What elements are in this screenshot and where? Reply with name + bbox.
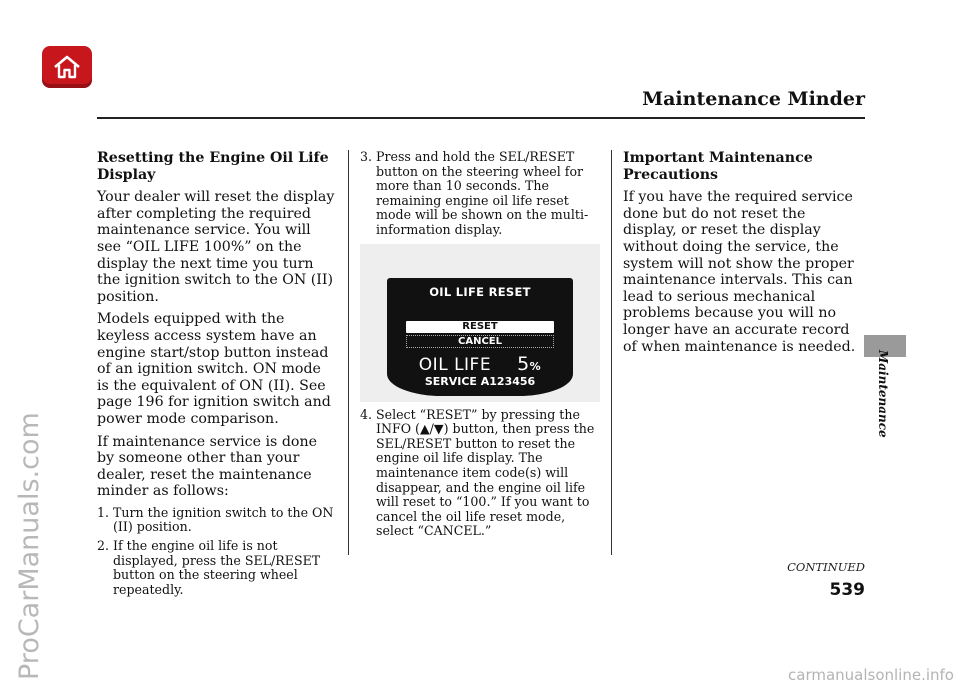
paragraph: Models equipped with the keyless access system have an engine start/stop button instead of an ignition switch. ON mode is the equivalent of ON (II). See page 196 for ignition switch and power mode comparison. [97, 311, 331, 427]
paragraph: If maintenance service is done by someone other than your dealer, reset the maintenance minder as follows: [97, 433, 317, 500]
display-illustration [360, 244, 600, 402]
section-heading-reset: Resetting the Engine Oil Life Display [97, 150, 329, 183]
display-title: OIL LIFE RESET [429, 284, 531, 299]
list-item [360, 408, 602, 539]
column-divider [611, 150, 612, 555]
steps-list [360, 150, 602, 238]
page-number: 539 [829, 580, 865, 600]
column-1 [97, 150, 337, 601]
oil-life-readout [387, 353, 573, 376]
step-text: Turn the ignition switch to the ON (II) position. [113, 504, 334, 535]
step-number: 2. [97, 538, 110, 554]
header-rule [97, 117, 865, 119]
oil-life-label: OIL LIFE [418, 355, 492, 376]
step-text: If the engine oil life is not displayed, press the SEL/RESET button on the steering wheel repeatedly. [113, 538, 321, 597]
list-item [360, 150, 602, 238]
step-number: 4. [360, 406, 373, 422]
side-tab-label-text: Maintenance [876, 350, 890, 438]
oil-life-value-group [517, 353, 542, 376]
watermark-footer: carmanualsonline.info [788, 666, 954, 684]
oil-life-value: 5 [517, 353, 530, 376]
step-number: 3. [360, 149, 373, 164]
side-tab-label [864, 348, 890, 438]
multi-information-display [387, 278, 573, 396]
column-3 [623, 150, 863, 361]
service-code: SERVICE A123456 [424, 374, 536, 388]
paragraph: Your dealer will reset the display after completing the required maintenance service. You will see “OIL LIFE 100%” on the display the next time you turn the ignition switch to the ON (II) position. [97, 189, 335, 305]
section-heading-precautions: Important Maintenance Precautions [623, 150, 813, 183]
column-divider [348, 150, 349, 555]
steps-list [360, 408, 602, 539]
steps-list [97, 506, 337, 598]
watermark-left-text: ProCarManuals.com [14, 412, 45, 680]
continued-label: CONTINUED [787, 560, 865, 574]
column-2 [360, 150, 602, 543]
watermark-left [0, 0, 50, 688]
step-number: 1. [97, 504, 110, 520]
paragraph: If you have the required service done but do not reset the display, or reset the display without doing the service, the system will not show the proper maintenance intervals. This can lead to serious mechanical problems because you will no longer have an accurate record of when maintenance is needed. [623, 189, 856, 355]
step-text: Select “RESET” by pressing the INFO (▲/▼) button, then press the SEL/RESET button to reset the engine oil life display. The maintenance item code(s) will disappear, and the engine oil life will reset to “100.” If you want to cancel the oil life reset mode, select “CANCEL.” [376, 406, 595, 539]
cancel-option: CANCEL [406, 335, 554, 348]
list-item [97, 539, 337, 597]
page-title: Maintenance Minder [642, 88, 865, 110]
step-text: Press and hold the SEL/RESET button on the steering wheel for more than 10 seconds. The remaining engine oil life reset mode will be shown on the multi-information display. [376, 149, 589, 237]
home-icon [52, 54, 82, 80]
list-item [97, 506, 337, 535]
oil-life-unit: % [529, 360, 542, 374]
reset-option: RESET [406, 321, 554, 333]
